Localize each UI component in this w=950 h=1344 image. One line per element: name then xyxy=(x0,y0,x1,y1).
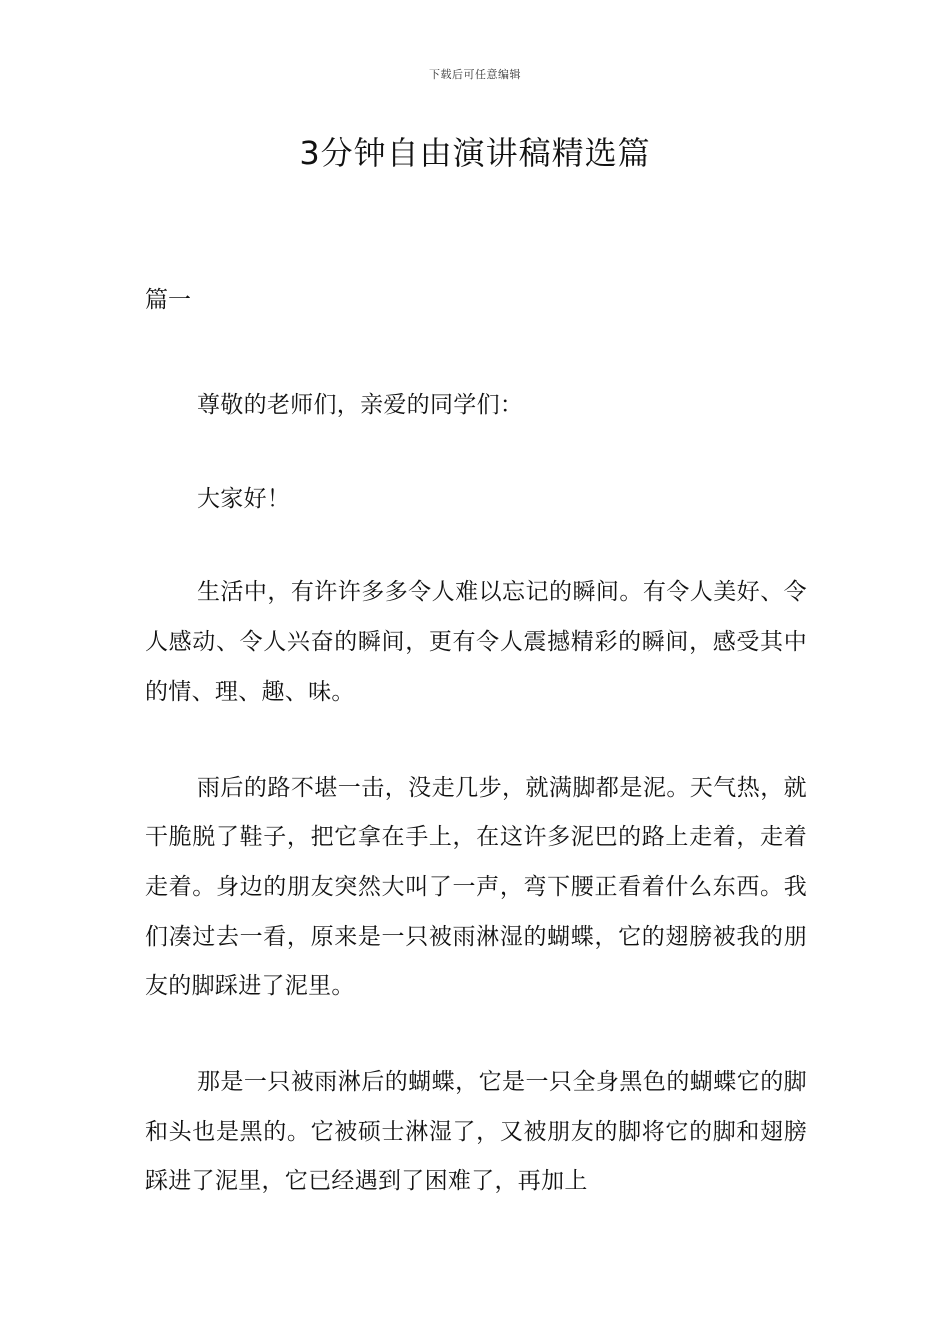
section-label: 篇一 xyxy=(145,287,191,313)
body-paragraph: 那是一只被雨淋后的蝴蝶，它是一只全身黑色的蝴蝶它的脚和头也是黑的。它被硕士淋湿了，又被朋友的脚将它的脚和翅膀踩进了泥里，它已经遇到了困难了，再加上 xyxy=(145,1069,807,1195)
document-title: 3分钟自由演讲稿精选篇 xyxy=(299,134,651,172)
document-body xyxy=(145,283,807,1253)
body-paragraph: 生活中，有许许多多令人难以忘记的瞬间。有令人美好、令人感动、令人兴奋的瞬间，更有令人震撼精彩的瞬间，感受其中的情、理、趣、味。 xyxy=(145,579,807,705)
salutation-paragraph: 尊敬的老师们，亲爱的同学们： xyxy=(196,392,524,418)
header-note: 下载后可任意编辑 xyxy=(429,68,521,81)
body-paragraph: 雨后的路不堪一击，没走几步，就满脚都是泥。天气热，就干脆脱了鞋子，把它拿在手上，在这许多泥巴的路上走着，走着走着。身边的朋友突然大叫了一声，弯下腰正看着什么东西。我们凑过去一看，原来是一只被雨淋湿的蝴蝶，它的翅膀被我的朋友的脚踩进了泥里。 xyxy=(145,774,807,1000)
greeting-paragraph: 大家好！ xyxy=(196,485,291,512)
